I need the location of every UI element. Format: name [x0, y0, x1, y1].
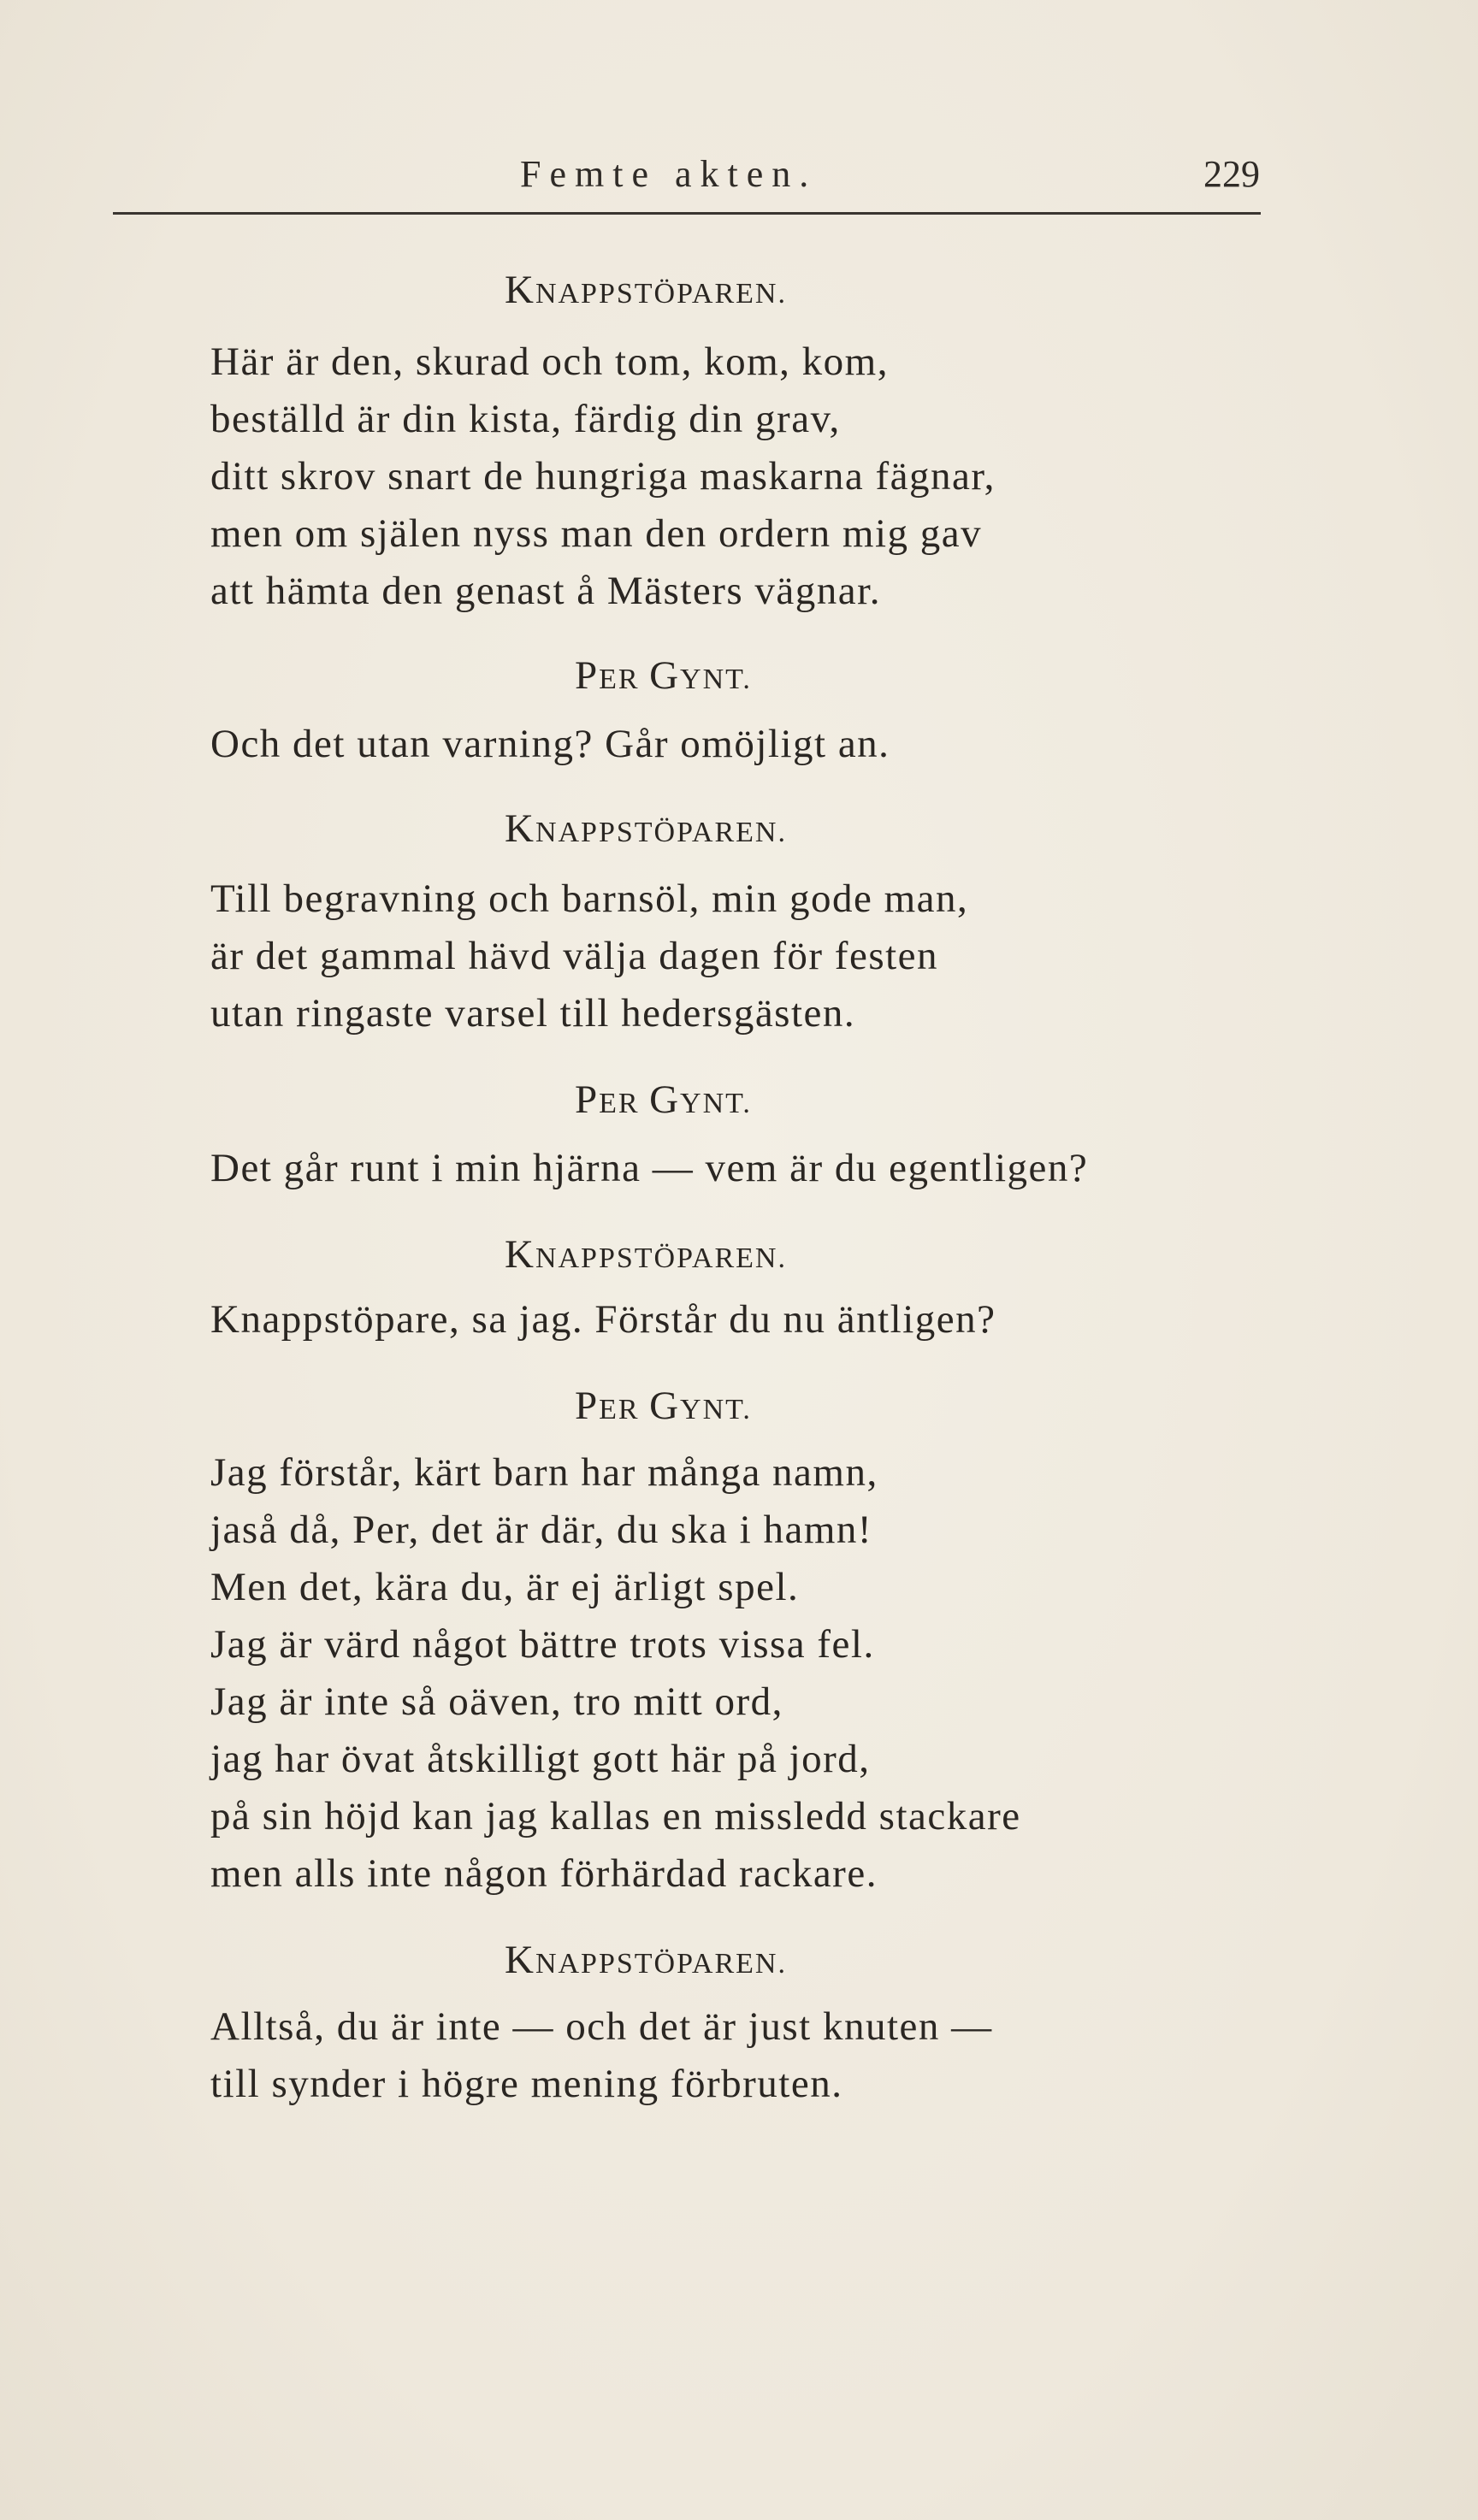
verse-line: Jag förstår, kärt barn har många namn, — [210, 1450, 878, 1495]
verse-line: men om själen nyss man den ordern mig gav — [210, 511, 983, 556]
speaker-name: KNAPPSTÖPAREN. — [505, 268, 787, 312]
speaker-name: KNAPPSTÖPAREN. — [505, 1232, 787, 1277]
verse — [210, 1140, 1322, 1197]
verse-line: Knappstöpare, sa jag. Förstår du nu äntligen? — [210, 1297, 996, 1342]
speech-per-gynt-2 — [210, 1077, 1322, 1197]
verse-line: Och det utan varning? Går omöjligt an. — [210, 722, 890, 766]
verse — [210, 716, 1322, 773]
verse-line: men alls inte någon förhärdad rackare. — [210, 1851, 878, 1896]
verse-line: Alltså, du är inte — och det är just knuten — — [210, 2004, 993, 2049]
verse-line: jag har övat åtskilligt gott här på jord, — [210, 1737, 871, 1781]
speaker-name: PER GYNT. — [575, 653, 752, 698]
verse-line: utan ringaste varsel till hedersgästen. — [210, 991, 856, 1036]
speech-per-gynt-1 — [210, 652, 1322, 773]
play-text — [210, 257, 1322, 2113]
verse — [210, 1998, 1322, 2113]
verse-line: är det gammal hävd välja dagen för festen — [210, 934, 939, 978]
verse — [210, 1291, 1322, 1349]
verse-line: Jag är inte så oäven, tro mitt ord, — [210, 1679, 783, 1724]
running-head — [111, 152, 1262, 204]
speech-knappstoparen-3 — [210, 1231, 1322, 1349]
verse-line: Det går runt i min hjärna — vem är du egentligen? — [210, 1146, 1089, 1190]
verse-line: att hämta den genast å Mästers vägnar. — [210, 569, 881, 613]
speaker-name: PER GYNT. — [575, 1077, 752, 1122]
speech-knappstoparen-2 — [210, 806, 1322, 1042]
page-number: 229 — [1203, 153, 1260, 195]
verse-line: Till begravning och barnsöl, min gode man, — [210, 876, 969, 921]
speaker-name: KNAPPSTÖPAREN. — [505, 806, 787, 851]
verse — [210, 333, 1322, 620]
verse — [210, 1444, 1322, 1903]
header-rule — [113, 212, 1261, 215]
verse-line: till synder i högre mening förbruten. — [210, 2062, 843, 2106]
running-title: Femte akten. — [520, 153, 818, 195]
verse-line: Jag är värd något bättre trots vissa fel. — [210, 1622, 875, 1667]
verse-line: ditt skrov snart de hungriga maskarna fägnar, — [210, 454, 996, 499]
verse-line: jaså då, Per, det är där, du ska i hamn! — [210, 1508, 873, 1552]
speaker-name: PER GYNT. — [575, 1384, 752, 1428]
verse-line: Men det, kära du, är ej ärligt spel. — [210, 1565, 800, 1609]
verse-line: Här är den, skurad och tom, kom, kom, — [210, 339, 889, 384]
verse — [210, 870, 1322, 1042]
speech-knappstoparen-1 — [210, 267, 1322, 620]
verse-line: på sin höjd kan jag kallas en missledd stackare — [210, 1794, 1021, 1838]
verse-line: beställd är din kista, färdig din grav, — [210, 397, 841, 441]
speaker-name: KNAPPSTÖPAREN. — [505, 1938, 787, 1982]
speech-per-gynt-3 — [210, 1383, 1322, 1903]
speech-knappstoparen-4 — [210, 1937, 1322, 2113]
